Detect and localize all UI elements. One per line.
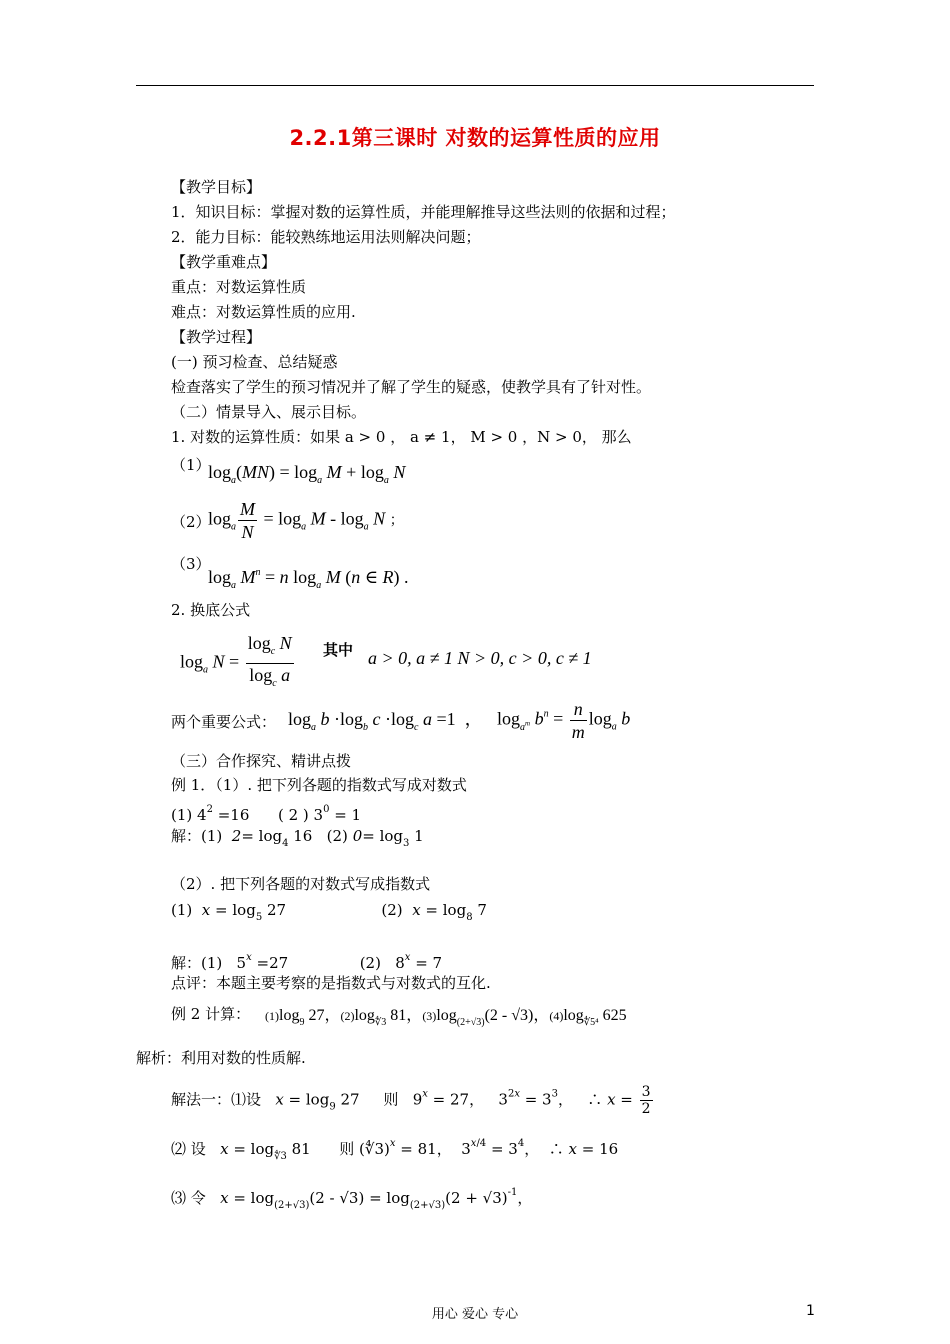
example-1-answer-2: 解：(1) $5^x =27$ (2) $8^x = 7$	[171, 952, 443, 972]
difficult-point: 难点：对数运算性质的应用.	[171, 303, 356, 321]
step-1-text: 检查落实了学生的预习情况并了解了学生的疑惑，使教学具有了针对性。	[171, 378, 652, 396]
important-formula-2: $\log_{a^m} b^n$ = $\frac{n}{m}$ $\log_a b$	[497, 699, 631, 742]
example-2-items: $(1)\log_9$ 27，$(2)\log_{∜3}$ 81，$(3)\log_{(2+√3)}(2 - √3)$，$(4)\log_{∜5^4}$ 625	[265, 1007, 627, 1028]
example-1-answer: 解：(1) $2= \log_4 16$ (2) $0= \log_3 1$	[171, 827, 424, 849]
step-3: （三）合作探究、精讲点拨	[171, 752, 352, 770]
change-base-condition: a > 0, a ≠ 1 N > 0, c > 0, c ≠ 1	[368, 648, 592, 668]
goals-heading: 【教学目标】	[171, 178, 262, 196]
goal-2: 2．能力目标：能较熟练地运用法则解决问题；	[171, 228, 481, 246]
step-2: （二）情景导入、展示目标。	[171, 403, 367, 421]
property-3-formula: $\log_a M^n = n$ $\log_a M$ (n ∈ R) .	[208, 567, 409, 591]
example-1-heading: 例 1．（1）. 把下列各题的指数式写成对数式	[171, 776, 467, 794]
step-1: (一) 预习检查、总结疑惑	[171, 353, 338, 371]
solution-1c: ⑶ 令 $x = \log_{(2+√3)}(2 - √3) = \log_{(2+√3)}(2 + √3)^{-1}$，	[171, 1187, 533, 1211]
header-rule	[136, 85, 814, 86]
key-heading: 【教学重难点】	[171, 253, 277, 271]
property-2-label: （2）	[171, 513, 211, 531]
example-1-question-2: (1) $x = \log_5 27$ (2) $x = \log_8 7$	[171, 901, 487, 923]
example-1-part-2: （2）. 把下列各题的对数式写成指数式	[171, 875, 431, 893]
property-2-formula: $\log_a$ $\frac{M}{N}$ = $\log_a M - \log_a N$ ；	[208, 499, 404, 542]
solution-1a: 解法一：⑴设 $x = \log_9 27$ 则 $9^x = 27$， $3^{2x} = 3^3$， ∴ x = $\frac{3}{2}$	[171, 1084, 651, 1117]
process-heading: 【教学过程】	[171, 328, 262, 346]
property-3-label: （3）	[171, 555, 211, 573]
important-formula-1: $\log_a b \cdot\log_b$ $c \cdot\log_c$ a =1 ，	[288, 709, 483, 733]
key-point: 重点：对数运算性质	[171, 278, 307, 296]
example-2-heading: 例 2 计算：	[171, 1005, 251, 1023]
change-base-where: 其中	[323, 641, 354, 659]
footer-text: 用心 爱心 专心	[431, 1307, 519, 1322]
goal-1: 1．知识目标：掌握对数的运算性质，并能理解推导这些法则的依据和过程；	[171, 203, 676, 221]
change-base-formula: $\log_a N$ = $\frac{\log_c N}{\log_c a}$	[180, 633, 292, 689]
page-number: 1	[806, 1303, 815, 1319]
change-base-heading: 2. 换底公式	[171, 601, 251, 619]
example-1-question: (1) $4^2 =16$ ( 2 ) $3^0 = 1$	[171, 804, 362, 824]
property-1-label: （1）	[171, 456, 211, 474]
property-1-formula: $\log_a(MN) = \log_a M + \log_a N$	[208, 462, 406, 486]
prop-intro: 1. 对数的运算性质：如果 a > 0 ， a ≠ 1， M > 0 ，N > 0， 那么	[171, 428, 632, 446]
comment: 点评：本题主要考察的是指数式与对数式的互化.	[171, 974, 491, 992]
page-title: 2.2.1第三课时 对数的运算性质的应用	[289, 126, 661, 150]
analysis: 解析：利用对数的性质解.	[136, 1049, 306, 1067]
solution-1b: ⑵ 设 $x = \log_{∜3} 81$ 则 (∜3)$^x$ = 81， $3^{x/4} = 3^4$， ∴ x = 16	[171, 1138, 619, 1162]
important-intro: 两个重要公式：	[171, 713, 277, 731]
